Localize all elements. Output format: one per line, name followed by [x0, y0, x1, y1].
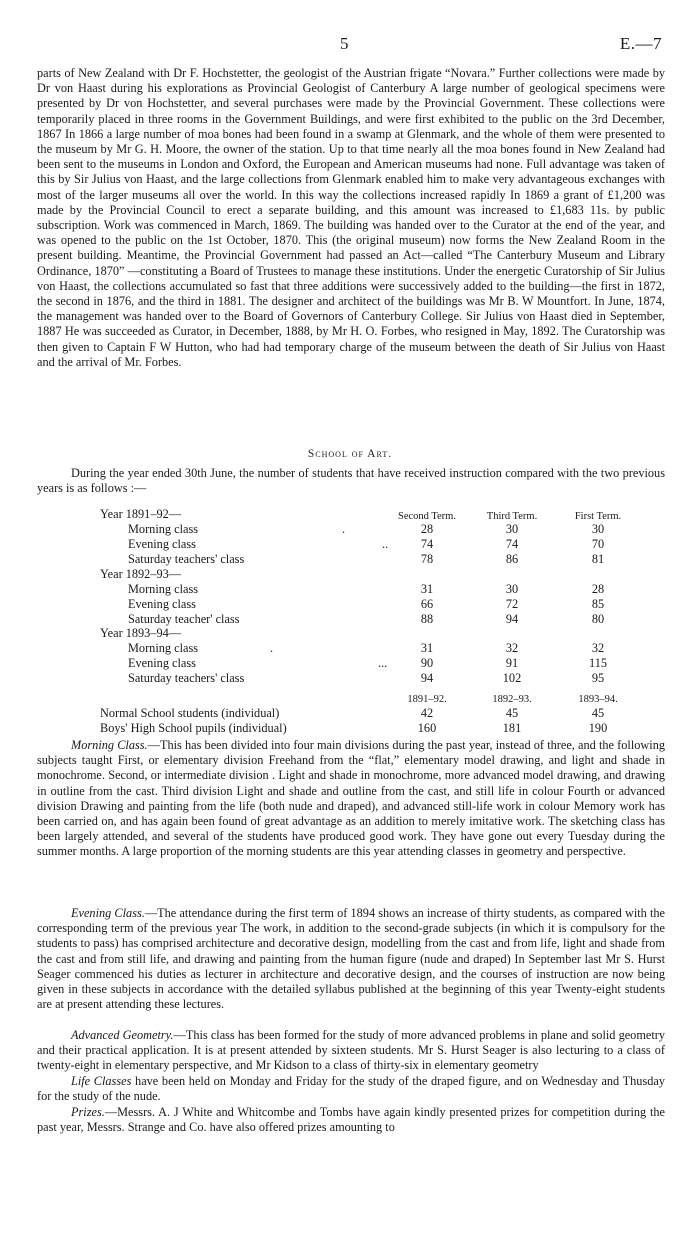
- document-reference: E.—7: [619, 34, 662, 53]
- table-row: [0, 612, 700, 627]
- table-cell: 80: [591, 612, 605, 626]
- leader-dots: .: [342, 522, 346, 536]
- table-row: [0, 706, 700, 721]
- table-row: [0, 721, 700, 736]
- advanced-geometry-paragraph: [37, 1028, 665, 1074]
- class-label: Saturday teachers' class: [128, 671, 245, 685]
- paragraph-lead: Life Classes: [71, 1074, 132, 1088]
- column-header: 1891–92.: [407, 694, 447, 705]
- table-cell: 160: [417, 721, 437, 735]
- prizes-paragraph: [37, 1105, 665, 1135]
- table-cell: 81: [591, 552, 605, 566]
- table-cell: 78: [420, 552, 434, 566]
- paragraph-body: —This has been divided into four main divisions during the past year, instead of three, and the following subjects taught First, or elementary division Freehand from the “flat,” elementary model drawing, and light and shade in monochrome. Second, or intermediate division . Light and shade in monochrome, more advanced model drawing, and drawing in outline from the cast. Third division Light and shade and outline from the cast, and still life in colour Fourth or advanced division Drawing and painting from the life (both nude and draped), and advanced still-life work in colour Memory work has been carried on, and has again been found of great advantage as an addition to merely imitative work. The sketching class has been largely attended, and several of the students have produced good work. They have gone out every Tuesday during the summer months. A large proportion of the morning students are this year attending classes in geometry and perspective.: [37, 738, 665, 859]
- table-cell: 45: [591, 706, 605, 720]
- paragraph-lead: Prizes.: [71, 1105, 105, 1119]
- table-cell: 190: [588, 721, 608, 735]
- table-cell: 70: [591, 537, 605, 551]
- column-header: Second Term.: [398, 511, 456, 522]
- table-cell: 91: [505, 656, 519, 670]
- table-cell: 42: [420, 706, 434, 720]
- section-heading-school-of-art: School of Art.: [307, 448, 393, 460]
- leader-dots: ..: [382, 537, 389, 551]
- paragraph-lead: Evening Class.: [71, 906, 145, 920]
- morning-class-paragraph: [37, 738, 665, 860]
- table-row: [0, 552, 700, 567]
- paragraph-body: —Messrs. A. J White and Whitcombe and Tombs have again kindly presented prizes for competition during the past year, Messrs. Strange and Co. have also offered prizes amounting to: [37, 1105, 665, 1135]
- table-cell: 115: [589, 656, 607, 670]
- year-label: Year 1892–93—: [100, 567, 182, 581]
- year-row: [0, 626, 700, 641]
- table-cell: 181: [502, 721, 522, 735]
- table-cell: 88: [420, 612, 434, 626]
- table-row: [0, 537, 700, 552]
- class-label: Morning class: [128, 522, 199, 536]
- class-label: Morning class: [128, 641, 199, 655]
- table-cell: 30: [505, 522, 519, 536]
- class-label: Saturday teacher' class: [128, 612, 240, 626]
- table-row: [0, 641, 700, 656]
- year-label: Year 1893–94—: [100, 626, 182, 640]
- column-header: 1893–94.: [578, 694, 618, 705]
- year-row: [0, 507, 700, 522]
- leader-dots: .: [270, 641, 274, 655]
- table-cell: 30: [591, 522, 605, 536]
- table-cell: 74: [505, 537, 519, 551]
- table-row: [0, 582, 700, 597]
- paragraph-body: have been held on Monday and Friday for the study of the draped figure, and on Wednesday and Thusday for the study of the nude.: [37, 1074, 665, 1104]
- table-cell: 74: [420, 537, 434, 551]
- leader-dots: ...: [378, 656, 388, 670]
- table-cell: 31: [420, 641, 434, 655]
- class-label: Evening class: [128, 597, 196, 611]
- table-cell: 94: [420, 671, 434, 685]
- class-label: Evening class: [128, 537, 196, 551]
- student-group-label: Normal School students (individual): [100, 706, 280, 720]
- table-cell: 28: [420, 522, 434, 536]
- student-group-label: Boys' High School pupils (individual): [100, 721, 287, 735]
- column-header: First Term.: [574, 511, 622, 522]
- page-header: [0, 34, 700, 56]
- table-cell: 86: [505, 552, 519, 566]
- table-cell: 85: [591, 597, 605, 611]
- table-cell: 95: [591, 671, 605, 685]
- life-classes-paragraph: [37, 1074, 665, 1104]
- table-cell: 102: [502, 671, 522, 685]
- class-label: Evening class: [128, 656, 196, 670]
- table-row: [0, 656, 700, 671]
- table-cell: 45: [505, 706, 519, 720]
- table-row: [0, 671, 700, 686]
- page-number: 5: [340, 34, 349, 53]
- table-cell: 90: [420, 656, 434, 670]
- paragraph-lead: Advanced Geometry.: [71, 1028, 174, 1042]
- table-cell: 31: [420, 582, 434, 596]
- table-cell: 32: [505, 641, 519, 655]
- table-cell: 94: [505, 612, 519, 626]
- year-label: Year 1891–92—: [100, 507, 182, 521]
- table-row: [0, 522, 700, 537]
- museum-history-paragraph: parts of New Zealand with Dr F. Hochstetter, the geologist of the Austrian frigate “Novara.” Further collections were made by Dr von Haast during his explorations as Provincial Geologist of Canterbury A large number of geological specimens were presented by Dr von Hochstetter, and several purchases were made by the Provincial Government. These collections were temporarily placed in three rooms in the Government Buildings, and were first exhibited to the public on the 3rd December, 1867 In 1866 a large number of moa bones had been found in a swamp at Glenmark, and the whole of them were presented to the museum by Mr G. H. Moore, the owner of the station. Up to that time nearly all the moa bones found in New Zealand had been sent to the museums in London and Oxford, the European and American museums had none. Full advantage was taken of this by Sir Julius von Haast, and the large collections from Glenmark enabled him to make very advantageous exchanges with most of the larger museums all over the world. In this way the collections increased rapidly In 1869 a grant of £1,200 was made by the Provincial Council to erect a separate building, and this amount was increased to £1,683 11s. by public subscription. Work was commenced in March, 1869. The building was handed over to the Curator at the end of the year, and was opened to the public on the 1st October, 1870. This (the original museum) now forms the New Zealand Room in the present building. Meantime, the Provincial Government had passed an Act—called “The Canterbury Museum and Library Ordinance, 1870” —constituting a Board of Trustees to manage these institutions. Under the energetic Curatorship of Sir Julius von Haast, the collections accumulated so fast that three additions were successively added to the building—the first in 1872, the second in 1876, and the third in 1881. The designer and architect of the buildings was Mr B. W Mountfort. In June, 1874, the management was handed over to the Board of Governors of Canterbury College. Sir Julius von Haast died in September, 1887 He was succeeded as Curator, in December, 1888, by Mr H. O. Forbes, who resigned in May, 1892. The Curatorship was then given to Captain F W Hutton, who had had temporary charge of the museum between the death of Sir Julius von Haast and the arrival of Mr. Forbes.: [37, 66, 665, 369]
- column-header: 1892–93.: [492, 694, 532, 705]
- paragraph-body: —The attendance during the first term of 1894 shows an increase of thirty students, as compared with the corresponding term of the previous year The work, in addition to the second-grade subjects (in which it is compulsory for the students to pass) has comprised architecture and decorative design, modelling from the cast and from life, light and shade from the cast and from still life, and drawing and painting from the human figure (nude and draped) In September last Mr S. Hurst Seager commenced his duties as lecturer in architecture and decorative design, and the courses of instruction are now being given in these subjects in accordance with the detailed syllabus published at the beginning of this year Twenty-eight students are at present attending these lectures.: [37, 906, 665, 1012]
- class-label: Saturday teachers' class: [128, 552, 245, 566]
- column-header: Third Term.: [486, 511, 538, 522]
- evening-class-paragraph: [37, 906, 665, 1012]
- table-cell: 28: [591, 582, 605, 596]
- table-cell: 72: [505, 597, 519, 611]
- table-cell: 30: [505, 582, 519, 596]
- table-cell: 32: [591, 641, 605, 655]
- table-row: [0, 597, 700, 612]
- year-row: [0, 567, 700, 582]
- paragraph-lead: Morning Class.: [71, 738, 148, 752]
- table-cell: 66: [420, 597, 434, 611]
- class-label: Morning class: [128, 582, 199, 596]
- intro-paragraph: During the year ended 30th June, the number of students that have received instruction compared with the two previous years is as follows :—: [37, 466, 665, 496]
- paragraph-body: —This class has been formed for the study of more advanced problems in plane and solid geometry and their practical application. It is at present attended by sixteen students. Mr S. Hurst Seager is also lecturing to a class of twenty-eight in elementary perspective, and Mr Kidson to a class of thirty-six in elementary geometry: [37, 1028, 666, 1073]
